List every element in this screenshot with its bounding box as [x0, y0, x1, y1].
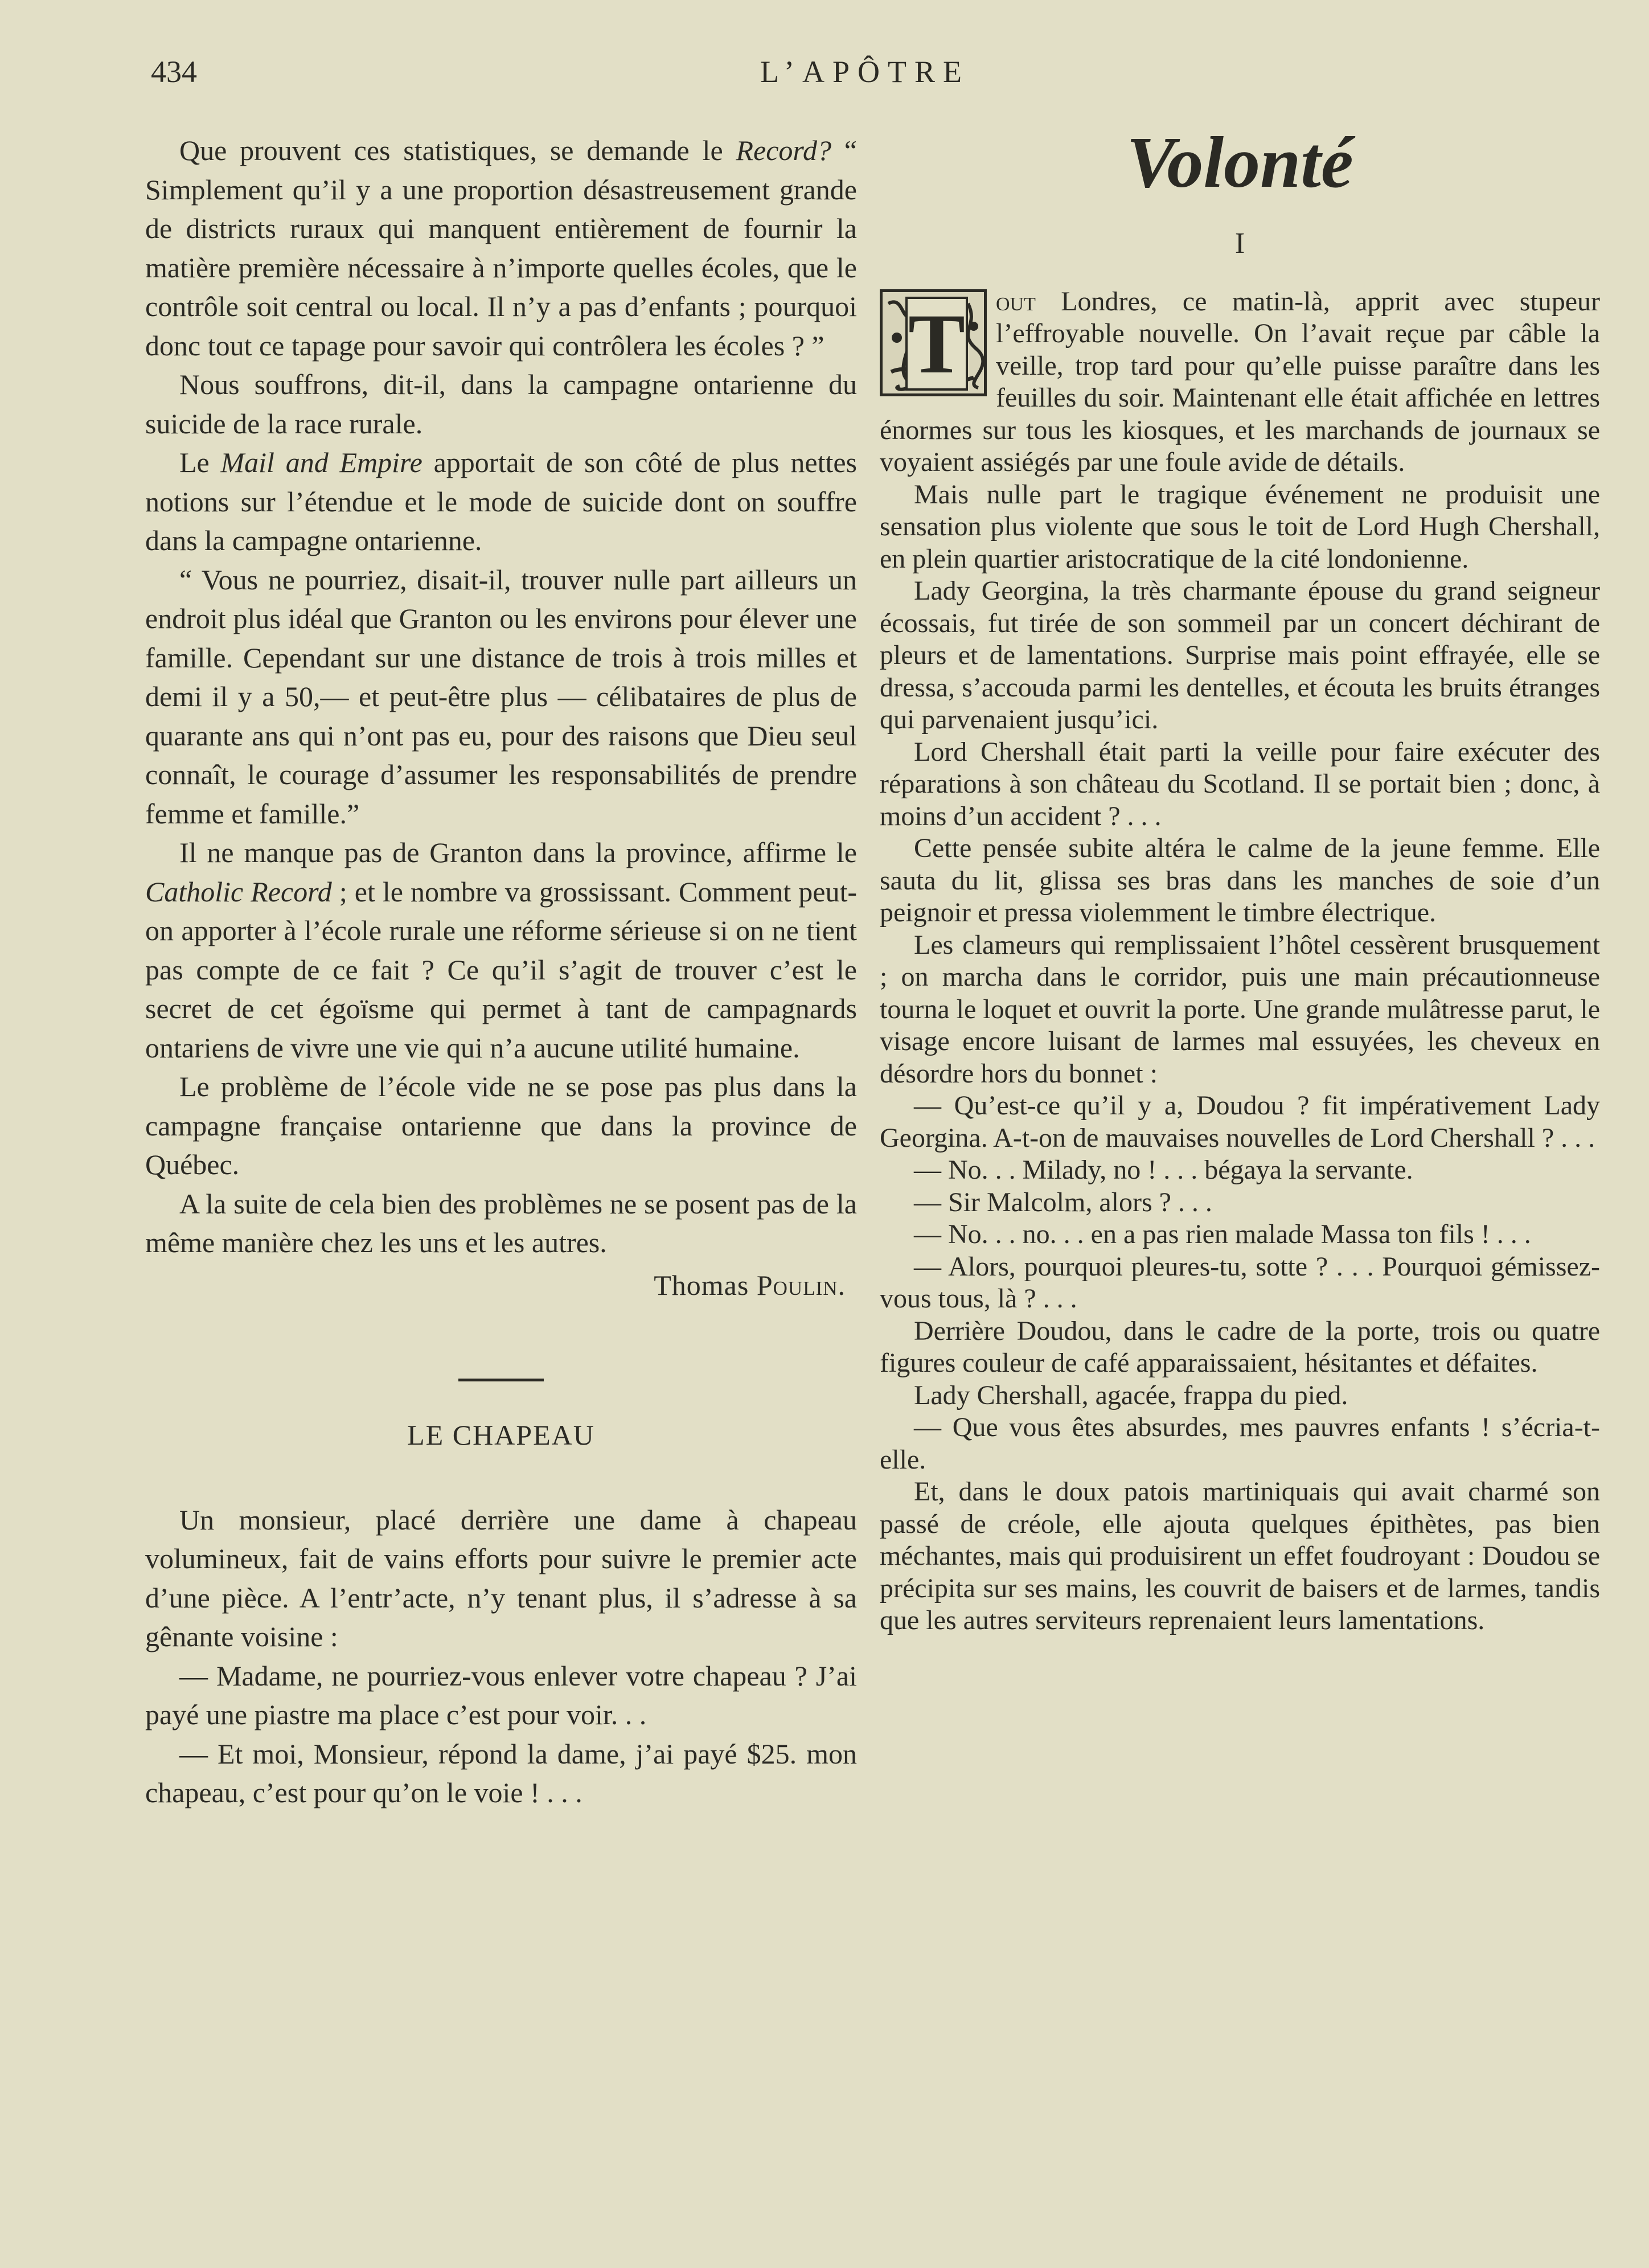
paragraph: — Que vous êtes absurdes, mes pauvres enfants ! s’écria-t-elle. — [880, 1412, 1600, 1475]
paragraph: Cette pensée subite altéra le calme de la jeune femme. Elle sauta du lit, glissa ses bras dans les manches de soie d’un peignoir et pressa violemment le timbre électrique. — [880, 833, 1600, 928]
paragraph: Et, dans le doux patois martiniquais qui avait charmé son passé de créole, elle ajouta quelques épithètes, pas bien méchantes, mais qui produisirent un effet foudroyant : Doudou se précipita sur ses mains, les couvrit de baisers et de larmes, tandis que les autres serviteurs reprenaient leurs lamentations. — [880, 1477, 1600, 1635]
paragraph: — No. . . no. . . en a pas rien malade Massa ton fils ! . . . — [914, 1219, 1531, 1249]
paragraph: Que prouvent ces statistiques, se demande le Record? “ Simplement qu’il y a une proportion désastreusement grande de districts ruraux qui manquent entièrement de fournir la matière première nécessaire à n’importe quelles écoles, que le contrôle soit central ou local. Il n’y a pas d’enfants ; pourquoi donc tout ce tapage pour savoir qui contrôlera les écoles ? ” — [145, 134, 857, 362]
left-column — [145, 131, 857, 1812]
paragraph: “ Vous ne pourriez, disait-il, trouver nulle part ailleurs un endroit plus idéal que Granton ou les environs pour élever une famille. Cependant sur une distance de trois à trois milles et demi il y a 50,— et peut-être plus — célibataires de plus de quarante ans qui n’ont pas eu, pour des raisons que Dieu seul connaît, le courage d’assumer les responsabilités de prendre femme et famille.” — [145, 563, 857, 830]
running-title: L’APÔTRE — [760, 55, 970, 89]
paragraph: Lord Chershall était parti la veille pour faire exécuter des réparations à son château du Scotland. Il se portait bien ; donc, à moins d’un accident ? . . . — [880, 736, 1600, 831]
page-number: 434 — [151, 55, 197, 89]
right-column — [880, 120, 1600, 1637]
paragraph: Un monsieur, placé derrière une dame à chapeau volumineux, fait de vains efforts pour suivre le premier acte d’une pièce. A l’entr’acte, n’y tenant plus, il s’adresse à sa gênante voisine : — [145, 1503, 857, 1652]
chapter-number: I — [1234, 227, 1245, 260]
paragraph: — Et moi, Monsieur, répond la dame, j’ai payé $25. mon chapeau, c’est pour qu’on le voie ! . . . — [145, 1737, 857, 1808]
page-header — [151, 54, 1002, 100]
paragraph: Il ne manque pas de Granton dans la province, affirme le Catholic Record ; et le nombre va grossissant. Comment peut-on apporter à l’école rurale une réforme sérieuse si on ne tient pas compte de ce fait ? Ce qu’il s’agit de trouver c’est le secret de cet égoïsme qui permet à tant de campagnards ontariens de vivre une vie qui n’a aucune utilité humaine. — [145, 836, 857, 1064]
section-title: LE CHAPEAU — [407, 1419, 595, 1451]
paragraph: — Qu’est-ce qu’il y a, Doudou ? fit impérativement Lady Georgina. A-t-on de mauvaises nouvelles de Lord Chershall ? . . . — [880, 1090, 1600, 1153]
opening-paragraph: T out Londres, ce matin-là, apprit avec stupeur l’effroyable nouvelle. On l’avait reçue par câble la veille, trop tard pour qu’elle puisse paraître dans les feuilles du soir. Maintenant elle était affichée en lettres énormes sur tous les kiosques, et les marchands de journaux se voyaient assiégés par une foule avide de détails. — [880, 286, 1600, 477]
paragraph: Les clameurs qui remplissaient l’hôtel cessèrent brusquement ; on marcha dans le corridor, puis une main précautionneuse tourna le loquet et ouvrit la porte. Une grande mulâtresse parut, le visage encore luisant de larmes mal essuyées, les cheveux en désordre hors du bonnet : — [880, 929, 1600, 1089]
paragraph: — Madame, ne pourriez-vous enlever votre chapeau ? J’ai payé une piastre ma place c’est pour voir. . . — [145, 1659, 857, 1730]
section-divider — [458, 1379, 544, 1381]
author-signature: Thomas Poulin. — [654, 1269, 846, 1301]
paragraph: Derrière Doudou, dans le cadre de la porte, trois ou quatre figures couleur de café apparaissaient, hésitantes et défaites. — [880, 1315, 1600, 1378]
paragraph: — Alors, pourquoi pleures-tu, sotte ? . . . Pourquoi gémissez-vous tous, là ? . . . — [880, 1251, 1600, 1314]
paragraph: Le Mail and Empire apportait de son côté de plus nettes notions sur l’étendue et le mode de suicide dont on souffre dans la campagne ontarienne. — [145, 446, 858, 556]
ornamental-dropcap — [880, 289, 987, 396]
paragraph: — Sir Malcolm, alors ? . . . — [914, 1187, 1212, 1217]
paragraph: A la suite de cela bien des problèmes ne se posent pas de la même manière chez les uns et les autres. — [145, 1187, 857, 1258]
paragraph: — No. . . Milady, no ! . . . bégaya la servante. — [914, 1155, 1413, 1185]
paragraph: Mais nulle part le tragique événement ne produisit une sensation plus violente que sous le toit de Lord Hugh Chershall, en plein quartier aristocratique de la cité londonienne. — [880, 479, 1600, 574]
dropcap-letter: T — [905, 297, 968, 391]
paragraph: Le problème de l’école vide ne se pose pas plus dans la campagne française ontarienne que dans la province de Québec. — [145, 1071, 857, 1180]
paragraph: Nous souffrons, dit-il, dans la campagne ontarienne du suicide de la race rurale. — [145, 368, 857, 440]
paragraph: Lady Georgina, la très charmante épouse du grand seigneur écossais, fut tirée de son sommeil par un concert déchirant de pleurs et de lamentations. Surprise mais point effrayée, elle se dressa, s’accouda parmi les dentelles, et écouta les bruits étranges qui parvenaient jusqu’ici. — [880, 576, 1600, 735]
story-title: Volonté — [1126, 122, 1353, 203]
paragraph: Lady Chershall, agacée, frappa du pied. — [914, 1380, 1348, 1410]
